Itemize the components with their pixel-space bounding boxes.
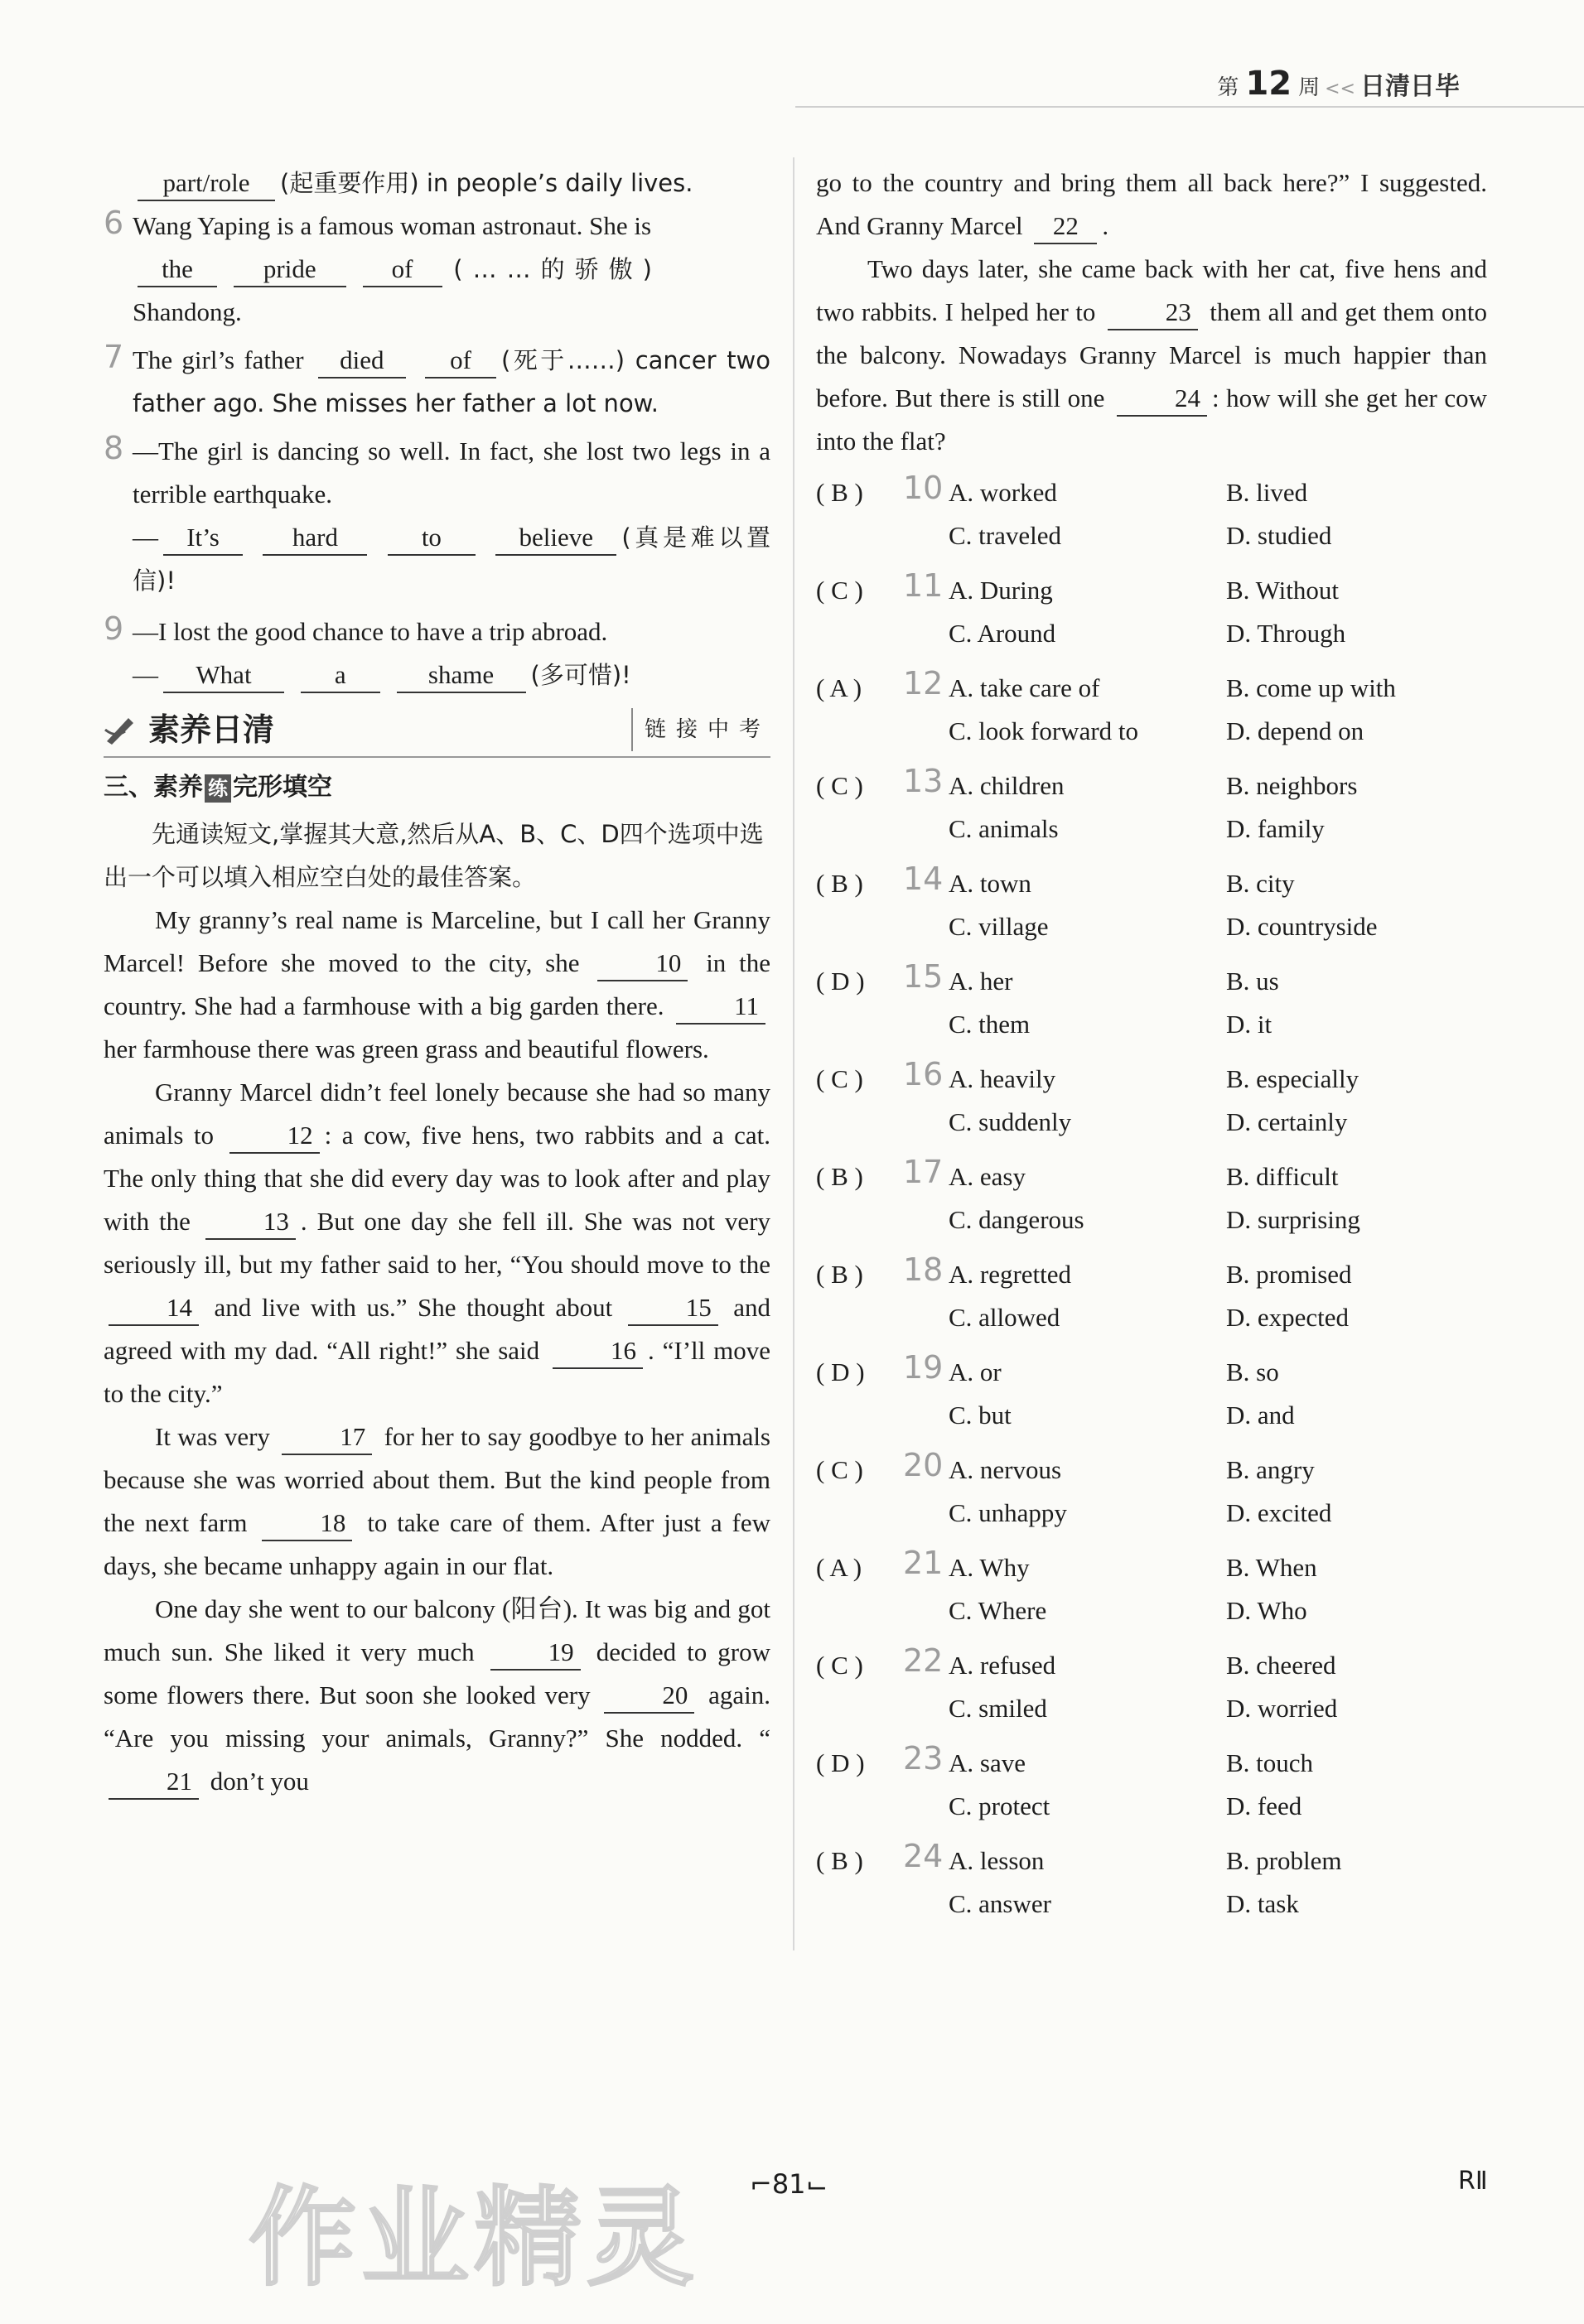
question-number: 21 [903,1545,944,1581]
option-c: C. Around [949,619,1056,648]
answer: ( C ) [816,1455,863,1484]
options-list [816,471,1487,1937]
option-d: D. expected [1226,1303,1350,1332]
option-a: A. regretted [949,1260,1072,1289]
question-number: 7 [104,339,124,375]
option-d: D. Who [1226,1596,1307,1625]
answer: ( D ) [816,967,865,996]
passage-paragraph-4 [104,1588,770,1803]
option-a: A. During [949,576,1053,605]
answer: ( C ) [816,1064,863,1093]
text: —The girl is dancing so well. In fact, she lost two legs in a terrible earthquake. [133,436,770,509]
answer: ( B ) [816,1846,863,1875]
text: It was very [155,1422,270,1451]
blank-20: 20 [604,1679,694,1714]
option-b: B. When [1226,1553,1317,1582]
answer: ( D ) [816,1748,865,1777]
option-a: A. her [949,967,1013,996]
column-divider [793,157,794,1950]
week-suffix: 周 [1298,75,1321,100]
blank: part/role [138,166,275,201]
option-a: A. children [949,771,1065,800]
option-a: A. easy [949,1162,1026,1191]
part-heading [104,766,770,809]
option-c: C. them [949,1010,1031,1039]
option-row-15 [816,960,1487,1058]
option-a: A. lesson [949,1846,1045,1875]
text: and live with us.” She thought about [214,1293,613,1322]
text: Wang Yaping is a famous woman astronaut. She is [133,211,652,240]
option-a: A. save [949,1748,1026,1777]
option-c: C. allowed [949,1303,1060,1332]
answer: ( A ) [816,1553,862,1582]
text: Shandong. [133,297,242,326]
text: Granny Marcel didn’t feel lonely because she had so many animals to [104,1078,770,1150]
option-d: D. excited [1226,1498,1332,1527]
question-number: 6 [104,205,124,241]
option-b: B. especially [1226,1064,1359,1093]
passage-paragraph-2 [104,1071,770,1415]
brand-title: 日清日毕 [1360,72,1460,101]
answer: ( B ) [816,478,863,507]
option-row-23 [816,1742,1487,1839]
page-number: ⌐81⌙ [750,2168,828,2200]
blank: of [425,344,496,378]
option-row-24 [816,1839,1487,1937]
blank-18: 18 [262,1507,352,1541]
option-c: C. suddenly [949,1107,1072,1136]
question-number: 13 [903,763,944,799]
question-number: 11 [903,567,944,604]
passage-paragraph-1 [104,899,770,1071]
option-d: D. feed [1226,1791,1302,1820]
option-row-19 [816,1351,1487,1449]
section-title: 素养日清 [148,711,275,748]
option-b: B. so [1226,1357,1279,1386]
blank-14: 14 [109,1291,199,1326]
option-b: B. difficult [1226,1162,1339,1191]
question-number: 8 [104,430,124,466]
part-tag: 练 [205,774,231,803]
arrows-icon: << [1325,79,1355,99]
blank: died [318,344,406,378]
option-a: A. take care of [949,673,1100,702]
option-b: B. cheered [1226,1651,1336,1680]
question-number: 24 [903,1838,944,1874]
blank: a [301,658,380,693]
blank-24: 24 [1117,382,1207,417]
text: (真是难以置信)! [133,523,771,595]
text: to take care of them. After just a few days, she became unhappy again in our flat. [104,1508,771,1580]
blank-13: 13 [205,1205,296,1240]
passage-paragraph-5 [816,162,1487,248]
blank-16: 16 [553,1334,643,1369]
line-part-role [104,162,770,205]
answer: ( B ) [816,1162,863,1191]
dash: — [133,660,158,689]
option-a: A. refused [949,1651,1056,1680]
option-b: B. problem [1226,1846,1342,1875]
option-b: B. angry [1226,1455,1315,1484]
option-a: A. or [949,1357,1002,1386]
option-d: D. Through [1226,619,1346,648]
instruction: 先通读短文,掌握其大意,然后从A、B、C、D四个选项中选出一个可以填入相应空白处的最佳答案。 [104,820,764,891]
option-c: C. look forward to [949,716,1139,745]
option-b: B. us [1226,967,1279,996]
blank: What [163,658,284,693]
question-6 [104,205,770,334]
section-header [104,703,770,758]
answer: ( D ) [816,1357,865,1386]
question-number: 23 [903,1740,944,1777]
option-d: D. depend on [1226,716,1364,745]
blank: hard [263,521,367,556]
blank-19: 19 [490,1636,581,1671]
text: (……的骄傲) [453,255,662,283]
blank-12: 12 [229,1119,320,1154]
watermark: 作业精灵 [249,2175,700,2301]
header-rule [795,106,1584,108]
passage-paragraph-6 [816,248,1487,463]
option-b: B. touch [1226,1748,1314,1777]
question-number: 16 [903,1056,944,1092]
option-c: C. protect [949,1791,1050,1820]
part-prefix: 三、素养 [104,773,203,802]
option-a: A. worked [949,478,1057,507]
option-c: C. animals [949,814,1059,843]
text: go to the country and bring them all back here?” I suggested. And Granny Marcel [816,168,1487,240]
question-number: 20 [903,1447,944,1483]
text: . But one day she fell ill. She was not very seriously ill, but my father said to her, “You should move to the [104,1207,771,1279]
blank: of [363,253,442,287]
week-prefix: 第 [1217,75,1239,100]
part-title: 完形填空 [233,773,332,802]
option-c: C. traveled [949,521,1062,550]
blank: believe [495,521,616,556]
blank: It’s [163,521,243,556]
blank-11: 11 [676,990,765,1025]
text: . “I’ll move to the city.” [104,1336,770,1408]
option-a: A. town [949,869,1031,898]
option-row-16 [816,1058,1487,1155]
pen-icon [104,713,137,746]
question-number: 22 [903,1642,944,1679]
dash: — [133,523,158,552]
option-b: B. come up with [1226,673,1396,702]
text: (多可惜)! [530,661,631,689]
answer: ( C ) [816,771,863,800]
question-9 [104,610,770,697]
option-d: D. it [1226,1010,1273,1039]
option-d: D. and [1226,1401,1295,1430]
left-column [104,162,770,1803]
answer: ( A ) [816,673,862,702]
right-column [816,162,1487,1937]
option-row-13 [816,764,1487,862]
option-c: C. smiled [949,1694,1047,1723]
option-b: B. city [1226,869,1295,898]
option-d: D. certainly [1226,1107,1348,1136]
option-d: D. task [1226,1889,1299,1918]
blank-23: 23 [1108,296,1198,330]
question-number: 9 [104,610,124,647]
text: . [1102,211,1109,240]
option-c: C. village [949,912,1049,941]
text: for her to say goodbye to her animals because she was worried about them. But the kind people from the next farm [104,1422,771,1537]
text: —I lost the good chance to have a trip abroad. [133,617,608,646]
option-d: D. countryside [1226,912,1378,941]
text: decided to grow some flowers there. But soon she looked very [104,1637,771,1709]
question-number: 15 [903,958,944,995]
option-a: A. Why [949,1553,1030,1582]
blank: shame [397,658,526,693]
text: (死于……) cancer two father ago. She misses her father a lot now. [133,346,771,417]
question-number: 17 [903,1154,944,1190]
blank-17: 17 [282,1420,372,1455]
option-c: C. unhappy [949,1498,1067,1527]
option-row-12 [816,667,1487,764]
text: The girl’s father [133,345,304,374]
option-d: D. family [1226,814,1325,843]
option-row-21 [816,1546,1487,1644]
answer: ( B ) [816,1260,863,1289]
text: in the country. She had a farmhouse with a big garden there. [104,948,771,1020]
option-a: A. nervous [949,1455,1062,1484]
question-number: 14 [903,861,944,897]
text: don’t you [210,1767,309,1796]
option-b: B. neighbors [1226,771,1358,800]
text: Two days later, she came back with her cat, five hens and two rabbits. I helped her to [816,254,1487,326]
option-row-22 [816,1644,1487,1742]
page-number-value: 81 [771,2168,806,2200]
edition-mark: RⅡ [1458,2167,1488,2196]
text: : a cow, five hens, two rabbits and a cat. The only thing that she did every day was to look after and play with the [104,1121,771,1236]
text: her farmhouse there was green grass and beautiful flowers. [104,1034,709,1063]
question-number: 19 [903,1349,944,1386]
blank-15: 15 [628,1291,718,1326]
option-d: D. worried [1226,1694,1338,1723]
question-8 [104,430,770,602]
option-row-20 [816,1449,1487,1546]
answer: ( C ) [816,576,863,605]
option-row-18 [816,1253,1487,1351]
option-d: D. studied [1226,521,1332,550]
page-header [1217,65,1460,103]
blank: to [388,521,476,556]
option-row-11 [816,569,1487,667]
passage-paragraph-3 [104,1415,770,1588]
answer: ( C ) [816,1651,863,1680]
blank-10: 10 [597,947,688,981]
option-d: D. surprising [1226,1205,1360,1234]
answer: ( B ) [816,869,863,898]
question-7 [104,339,770,425]
text: them all and get them onto the balcony. Nowadays Granny Marcel is much happier than before. But there is still one [816,297,1488,412]
option-c: C. dangerous [949,1205,1084,1234]
option-b: B. Without [1226,576,1339,605]
text: and agreed with my dad. “All right!” she said [104,1293,771,1365]
text: : how will she get her cow into the flat? [816,383,1487,456]
blank: the [138,253,217,287]
question-number: 12 [903,665,944,702]
text: One day she went to our balcony (阳台). It was big and got much sun. She liked it very much [104,1594,770,1666]
option-row-14 [816,862,1487,960]
option-b: B. promised [1226,1260,1352,1289]
option-c: C. but [949,1401,1012,1430]
text: again. “Are you missing your animals, Granny?” She nodded. “ [104,1680,770,1753]
option-b: B. lived [1226,478,1308,507]
option-a: A. heavily [949,1064,1056,1093]
option-row-10 [816,471,1487,569]
text: My granny’s real name is Marceline, but I call her Granny Marcel! Before she moved to the city, she [104,905,770,977]
text: (起重要作用) in people’s daily lives. [280,169,693,197]
blank-21: 21 [109,1765,199,1800]
blank-22: 22 [1034,210,1097,244]
section-link: 链接中考 [631,708,770,751]
option-row-17 [816,1155,1487,1253]
question-number: 10 [903,470,944,506]
blank: pride [234,253,346,287]
week-number: 12 [1245,65,1292,103]
option-c: C. Where [949,1596,1047,1625]
question-number: 18 [903,1251,944,1288]
option-c: C. answer [949,1889,1051,1918]
